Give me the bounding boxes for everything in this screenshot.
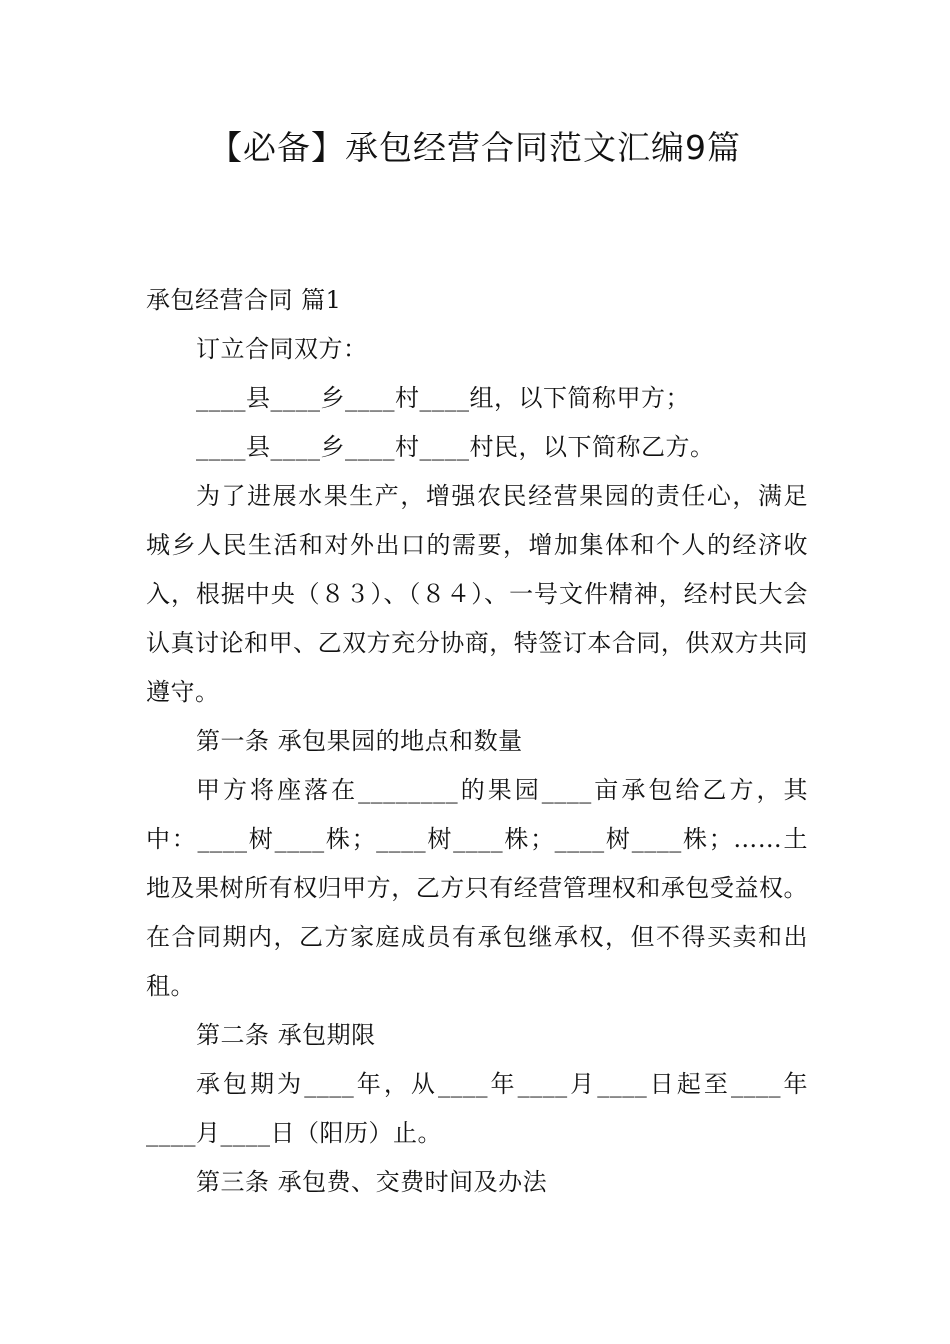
party-b-line: ____县____乡____村____村民，以下简称乙方。 <box>196 433 715 461</box>
article-1-body: 甲方将座落在________的果园____亩承包给乙方，其中：____树____株；____树____株；____树____株；……土地及果树所有权归甲方，乙方只有经营管理权和承包受益权。在合同期内，乙方家庭成员有承包继承权，但不得买卖和出租。 <box>146 776 808 1000</box>
parties-intro: 订立合同双方： <box>196 335 368 363</box>
document-body <box>146 276 808 1207</box>
preamble-paragraph: 为了进展水果生产，增强农民经营果园的责任心，满足城乡人民生活和对外出口的需要，增加集体和个人的经济收入，根据中央（８３）、（８４）、一号文件精神，经村民大会认真讨论和甲、乙双方充分协商，特签订本合同，供双方共同遵守。 <box>146 482 808 706</box>
article-2-body: 承包期为____年，从____年____月____日起至____年____月____日（阳历）止。 <box>146 1070 808 1147</box>
article-1-heading: 第一条 承包果园的地点和数量 <box>196 727 523 755</box>
party-a-line: ____县____乡____村____组，以下简称甲方； <box>196 384 690 412</box>
article-3-heading: 第三条 承包费、交费时间及办法 <box>196 1168 548 1196</box>
section-heading: 承包经营合同 篇1 <box>146 286 342 314</box>
article-2-heading: 第二条 承包期限 <box>196 1021 376 1049</box>
document-title: 【必备】承包经营合同范文汇编9篇 <box>209 128 741 167</box>
